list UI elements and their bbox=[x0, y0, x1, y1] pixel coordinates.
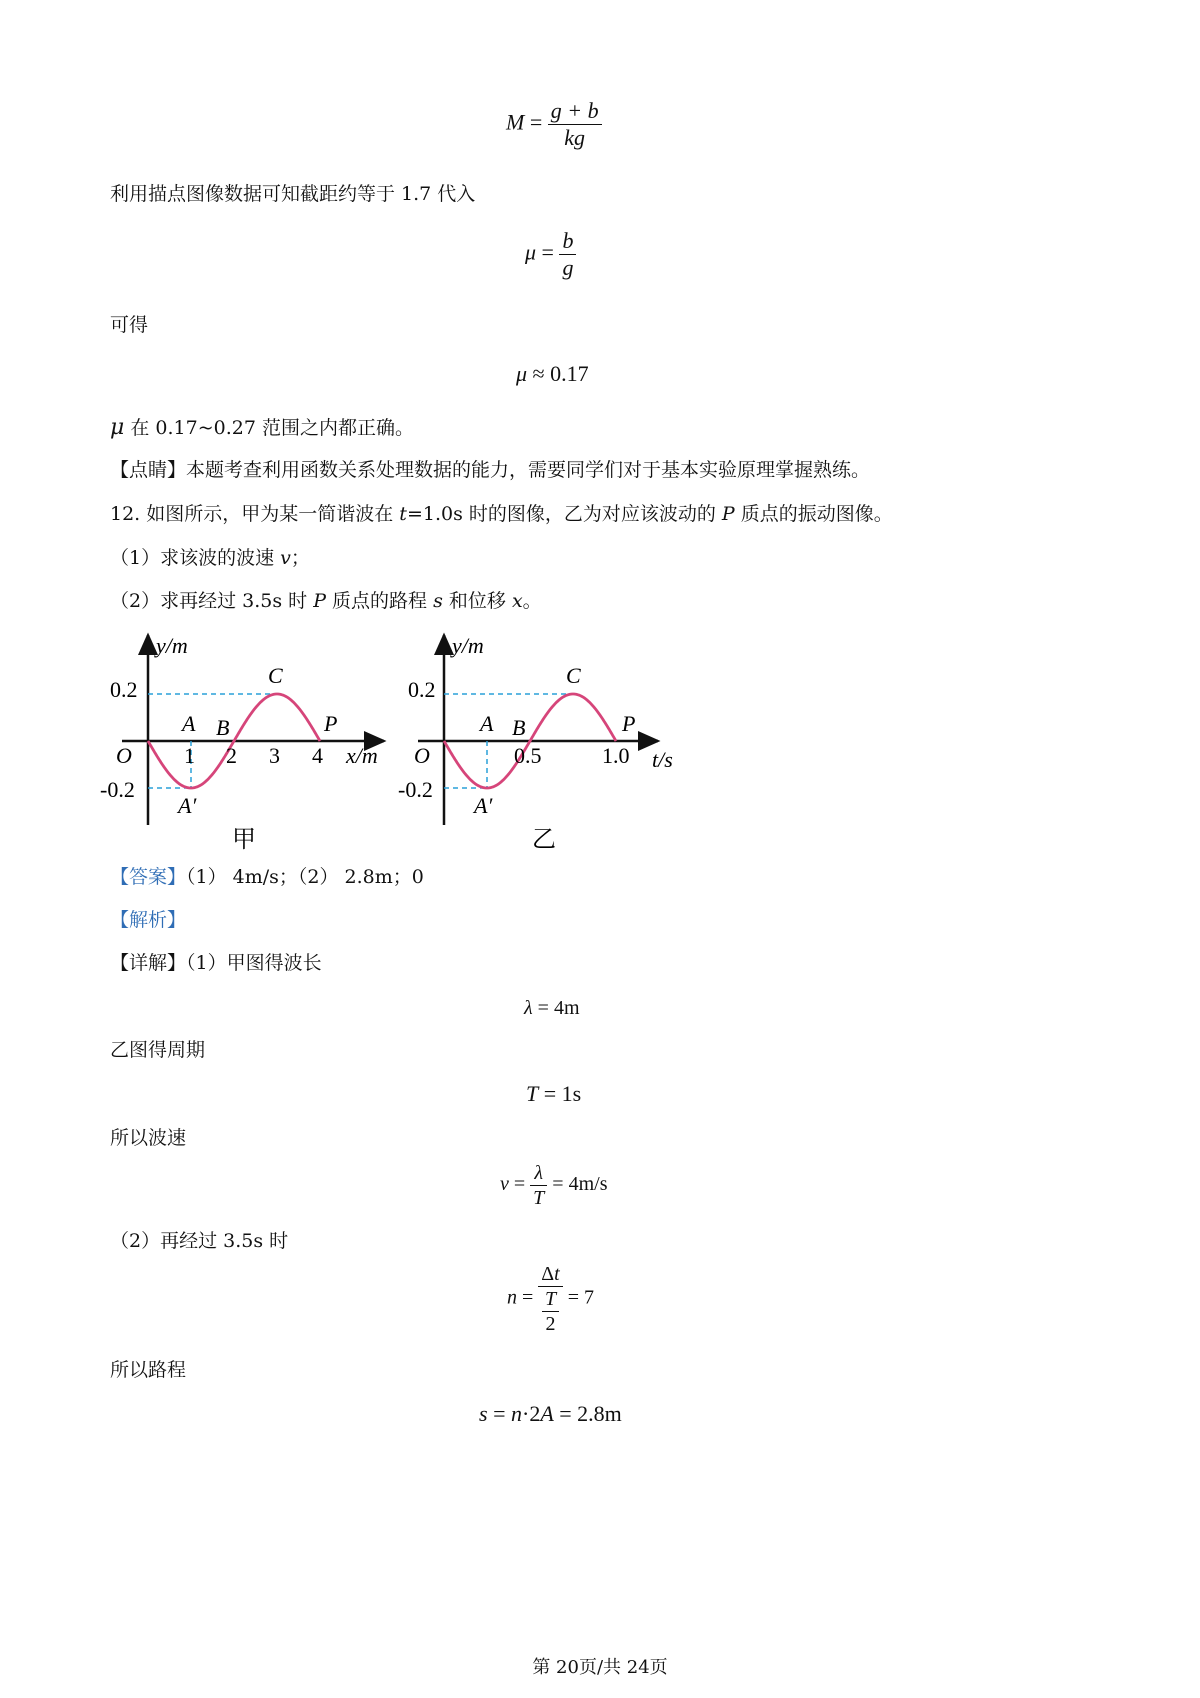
eq-dot: · bbox=[521, 1401, 530, 1426]
eq-sign: = bbox=[541, 239, 554, 265]
equation-lambda bbox=[524, 998, 580, 1018]
eq-rhs: = 2.8m bbox=[559, 1401, 622, 1426]
eq-lhs: M bbox=[506, 109, 525, 135]
detail-part1: 【详解】（1）甲图得波长 bbox=[110, 952, 322, 974]
point-label-A: A bbox=[182, 711, 196, 736]
y-tick-label: 0.2 bbox=[408, 677, 436, 702]
eq-lhs: n bbox=[507, 1286, 517, 1309]
x-tick-label: 2 bbox=[226, 743, 237, 768]
denominator: T bbox=[533, 1187, 545, 1209]
q-text-d: 。 bbox=[522, 590, 542, 612]
x-tick-label: 3 bbox=[269, 743, 280, 768]
eq-var-n: n bbox=[510, 1401, 522, 1426]
point-label-A-prime: A′ bbox=[474, 793, 493, 818]
detail-part2: （2）再经过 3.5s 时 bbox=[110, 1230, 289, 1252]
eq-sign: = bbox=[513, 1173, 526, 1196]
x-tick-label: 4 bbox=[312, 743, 323, 768]
denominator: g bbox=[562, 255, 574, 280]
figure-caption: 甲 bbox=[232, 827, 256, 853]
eq-sign: = bbox=[529, 109, 543, 135]
paragraph-period: 乙图得周期 bbox=[110, 1039, 206, 1061]
eq-rhs: = 1s bbox=[543, 1081, 582, 1106]
y-axis-label: y/m bbox=[452, 633, 484, 658]
equation-mu-approx bbox=[516, 363, 589, 385]
q-var-p: P bbox=[313, 590, 326, 612]
answer-tag: 【答案】 bbox=[110, 866, 187, 888]
numerator-var: t bbox=[554, 1263, 560, 1285]
page-footer: 第 20页/共 24页 bbox=[532, 1657, 668, 1678]
point-label-C: C bbox=[268, 663, 283, 688]
q-text-b: =1.0s 时的图像，乙为对应该波动的 bbox=[406, 503, 722, 525]
denominator: kg bbox=[564, 125, 586, 150]
origin-label: O bbox=[116, 743, 132, 768]
origin-label: O bbox=[414, 743, 430, 768]
question-12 bbox=[110, 505, 893, 524]
x-tick-label: 0.5 bbox=[514, 743, 542, 768]
point-label-A: A bbox=[480, 711, 494, 736]
eq-rhs: = 7 bbox=[567, 1286, 594, 1309]
fraction bbox=[559, 230, 576, 279]
q-text-c: 质点的振动图像。 bbox=[734, 503, 893, 525]
x-tick-label: 1 bbox=[184, 743, 195, 768]
q-text-a: （1）求该波的波速 bbox=[110, 547, 281, 569]
eq-lhs: μ bbox=[525, 239, 537, 265]
eq-lhs: T bbox=[526, 1081, 539, 1106]
eq-rhs: = 4m/s bbox=[552, 1173, 608, 1196]
paragraph-dianjing: 【点睛】本题考查利用函数关系处理数据的能力，需要同学们对于基本实验原理掌握熟练。 bbox=[110, 459, 871, 481]
paragraph-result: 可得 bbox=[110, 314, 149, 336]
eq-lhs: μ bbox=[516, 361, 528, 386]
question-12-part1 bbox=[110, 549, 310, 568]
eq-rhs: = 4m bbox=[537, 997, 580, 1019]
paragraph-route: 所以路程 bbox=[110, 1359, 187, 1381]
eq-rhs: ≈ 0.17 bbox=[532, 361, 589, 386]
q-var-t: t bbox=[399, 503, 407, 525]
q-var-x: x bbox=[511, 590, 523, 612]
eq-lhs: λ bbox=[524, 997, 533, 1019]
numerator: λ bbox=[530, 1163, 547, 1186]
point-label-C: C bbox=[566, 663, 581, 688]
inner-numerator: T bbox=[542, 1289, 559, 1312]
equation-mu bbox=[525, 230, 576, 279]
eq-two: 2 bbox=[529, 1401, 541, 1426]
mu-symbol: μ bbox=[110, 415, 125, 440]
q-text-a: 12. 如图所示，甲为某一简谐波在 bbox=[110, 503, 400, 525]
paragraph-speed: 所以波速 bbox=[110, 1127, 187, 1149]
figure-yi-vibration-graph bbox=[398, 625, 698, 855]
point-label-P: P bbox=[324, 711, 338, 736]
eq-sign: = bbox=[493, 1401, 506, 1426]
denominator bbox=[538, 1287, 562, 1334]
numerator: g + b bbox=[548, 100, 602, 125]
q-text-b: 质点的路程 bbox=[325, 590, 434, 612]
numerator bbox=[538, 1264, 562, 1287]
fraction bbox=[530, 1163, 547, 1208]
equation-T bbox=[526, 1083, 581, 1105]
compound-fraction bbox=[538, 1264, 562, 1334]
q-var-s: s bbox=[433, 590, 443, 612]
eq-var-A: A bbox=[540, 1401, 554, 1426]
paragraph-range bbox=[110, 417, 414, 439]
paragraph-intercept: 利用描点图像数据可知截距约等于 1.7 代入 bbox=[110, 183, 476, 205]
figure-caption: 乙 bbox=[532, 827, 556, 853]
y-tick-label: -0.2 bbox=[100, 777, 135, 802]
figure-jia-wave-graph bbox=[100, 625, 400, 855]
fraction bbox=[548, 100, 602, 149]
point-label-B: B bbox=[512, 715, 526, 740]
delta-symbol: Δ bbox=[541, 1263, 555, 1285]
eq-lhs: s bbox=[479, 1401, 488, 1426]
q-var-p: P bbox=[721, 503, 735, 525]
equation-M bbox=[506, 100, 602, 149]
eq-lhs: v bbox=[500, 1173, 509, 1196]
answer-text: （1） 4m/s；（2） 2.8m；0 bbox=[186, 866, 424, 888]
y-tick-label: -0.2 bbox=[398, 777, 433, 802]
answer-line bbox=[110, 868, 424, 887]
y-axis-label: y/m bbox=[156, 633, 188, 658]
equation-s bbox=[479, 1403, 622, 1425]
equation-v bbox=[500, 1163, 607, 1208]
y-tick-label: 0.2 bbox=[110, 677, 138, 702]
inner-fraction bbox=[542, 1289, 559, 1334]
q-text-a: （2）求再经过 3.5s 时 bbox=[110, 590, 314, 612]
q-var-v: v bbox=[280, 547, 291, 569]
point-label-P: P bbox=[622, 711, 636, 736]
q-text-c: 和位移 bbox=[442, 590, 512, 612]
numerator: b bbox=[559, 230, 576, 255]
analysis-tag: 【解析】 bbox=[110, 909, 187, 931]
point-label-B: B bbox=[216, 715, 230, 740]
x-axis-label: t/s bbox=[652, 747, 673, 772]
inner-denominator: 2 bbox=[545, 1313, 556, 1335]
point-label-A-prime: A′ bbox=[178, 793, 197, 818]
range-text: 在 0.17~0.27 范围之内都正确。 bbox=[130, 417, 414, 439]
eq-sign: = bbox=[522, 1286, 534, 1309]
equation-n bbox=[507, 1264, 594, 1334]
x-axis-label: x/m bbox=[346, 743, 378, 768]
q-text-b: ； bbox=[290, 547, 310, 569]
question-12-part2 bbox=[110, 592, 542, 611]
x-tick-label: 1.0 bbox=[602, 743, 630, 768]
